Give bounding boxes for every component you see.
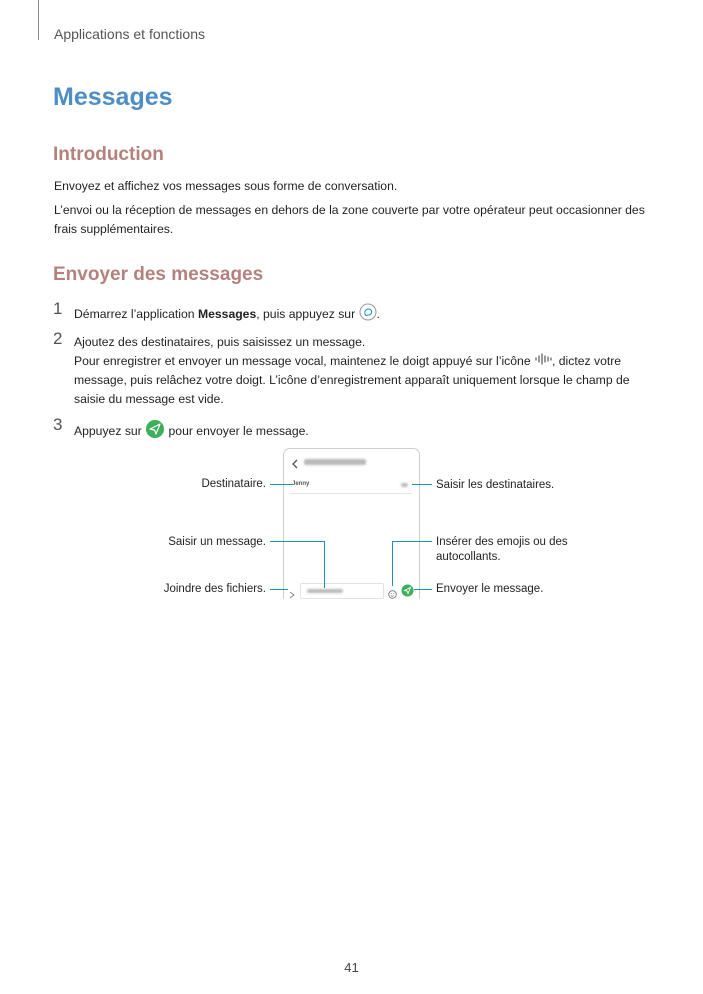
leader-emojis-h: [392, 541, 432, 542]
step-1-after: , puis appuyez sur: [256, 307, 359, 322]
step-3-after: pour envoyer le message.: [165, 424, 309, 439]
add-recipient-blur: [401, 483, 408, 487]
phone-screenshot: [283, 448, 420, 599]
step-2-note: [74, 352, 654, 409]
send-heading: Envoyer des messages: [53, 264, 264, 285]
recipient-name: Jenny: [292, 481, 310, 487]
leader-send: [414, 589, 432, 590]
leader-emojis-v: [392, 541, 393, 586]
leader-enter-recipients: [412, 484, 432, 485]
header-rule: [38, 0, 39, 40]
step-1-before: Démarrez l’application: [74, 307, 198, 322]
step-1-app-name: Messages: [197, 307, 257, 322]
page-number: 41: [344, 960, 359, 975]
step-3-before: Appuyez sur: [74, 424, 146, 439]
message-placeholder-blur: [307, 589, 343, 593]
recipient-field: [290, 479, 412, 491]
running-header: Applications et fonctions: [54, 26, 205, 42]
compose-icon: [359, 303, 377, 327]
callout-send: Envoyer le message.: [436, 583, 544, 595]
callout-emojis: Insérer des emojis ou des autocollants.: [436, 536, 568, 563]
emoji-icon: [388, 586, 397, 599]
step-2-line: Ajoutez des destinataires, puis saisissez un message.: [74, 335, 366, 349]
step-2-note-before: Pour enregistrer et envoyer un message vocal, maintenez le doigt appuyé sur l’icône: [74, 354, 534, 368]
attach-icon: [289, 586, 295, 599]
send-icon: [145, 419, 165, 445]
intro-paragraph-1: Envoyez et affichez vos messages sous forme de conversation.: [54, 179, 398, 193]
step-1-text: [74, 303, 654, 327]
step-1-number: 1: [53, 299, 63, 318]
intro-paragraph-2: L’envoi ou la réception de messages en dehors de la zone couverte par votre opérateur peut occasionner des frais supplémentaires.: [54, 203, 645, 236]
leader-attach: [270, 589, 288, 590]
leader-enter-message-v: [324, 541, 325, 588]
leader-enter-message-h: [270, 541, 324, 542]
send-icon: [401, 584, 414, 599]
voice-record-icon: [534, 352, 552, 371]
leader-recipient: [270, 484, 292, 485]
callout-enter-message: Saisir un message.: [168, 536, 266, 548]
recipient-underline: [290, 493, 412, 494]
callout-attach: Joindre des fichiers.: [163, 583, 266, 595]
step-3-text: [74, 419, 654, 445]
step-2-note-after: , dictez votre message, puis relâchez votre doigt. L’icône d’enregistrement apparaît uniquement lorsque le champ de saisie du message est vide.: [74, 354, 630, 407]
callout-enter-recipients: Saisir les destinataires.: [436, 479, 555, 491]
screen-title-blur: [304, 459, 366, 465]
page-title: Messages: [53, 83, 173, 111]
step-2-number: 2: [53, 329, 63, 348]
intro-heading: Introduction: [53, 144, 164, 165]
callout-recipient: Destinataire.: [201, 478, 266, 490]
step-1-end: .: [376, 307, 380, 322]
back-arrow-icon: [291, 456, 299, 474]
step-2-text: [74, 333, 654, 409]
step-3-number: 3: [53, 415, 63, 434]
message-input: [300, 583, 384, 599]
